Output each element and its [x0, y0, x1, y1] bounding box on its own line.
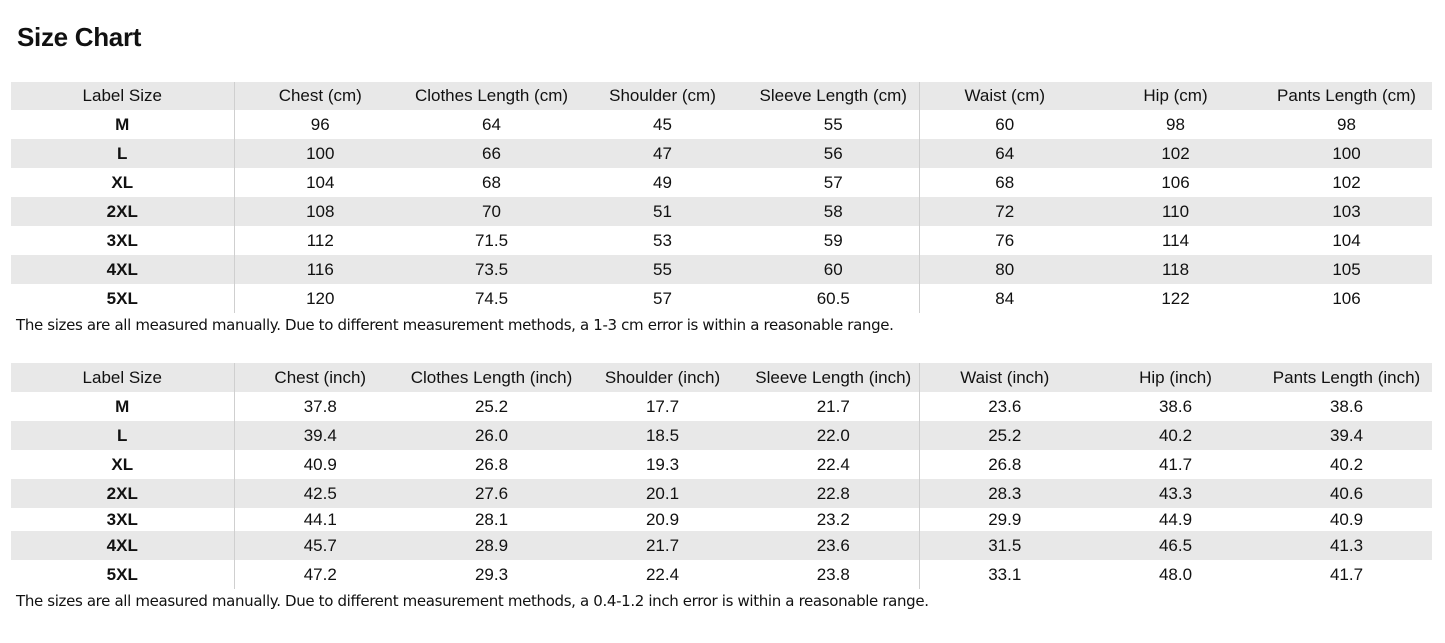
size-label-cell: 5XL	[11, 560, 234, 589]
table-cell: 23.6	[988, 396, 1022, 416]
table-cell: 38.6	[1158, 396, 1193, 416]
table-cell: 23.8	[748, 560, 919, 589]
table-row	[11, 110, 1432, 139]
size-table-inch	[11, 363, 1432, 589]
size-label-cell: 4XL	[11, 531, 234, 560]
table-cell: 55	[748, 110, 919, 139]
column-header: Waist (cm)	[919, 82, 1090, 110]
table-cell: 60	[995, 114, 1015, 134]
table-cell: 100	[1261, 139, 1432, 168]
measurement-note-inch: The sizes are all measured manually. Due to different measurement methods, a 0.4-1.2 inch error is within a reasonable range.	[16, 592, 929, 610]
size-label-cell: XL	[11, 450, 234, 479]
table-cell: 45	[653, 114, 672, 134]
column-header: Sleeve Length (inch)	[748, 363, 919, 392]
size-label-cell: XL	[11, 168, 234, 197]
table-cell: 60	[748, 255, 919, 284]
size-label-cell: 2XL	[11, 479, 234, 508]
table-cell: 73.5	[406, 255, 577, 284]
table-cell: 41.3	[1261, 531, 1432, 560]
size-table-cm-body	[11, 82, 1432, 313]
table-cell: 17.7	[645, 396, 680, 416]
table-cell: 105	[1261, 255, 1432, 284]
size-label-cell: 3XL	[11, 508, 234, 531]
table-row	[11, 421, 1432, 450]
table-cell: 18.5	[577, 421, 748, 450]
table-cell: 41.7	[1158, 454, 1193, 474]
table-cell: 40.9	[303, 454, 337, 474]
table-cell: 96	[310, 114, 330, 134]
table-cell: 72	[919, 197, 1090, 226]
column-header: Hip (inch)	[1090, 363, 1261, 392]
table-cell: 74.5	[474, 288, 509, 308]
table-row	[11, 450, 1432, 479]
table-cell: 22.4	[645, 564, 680, 584]
table-cell: 71.5	[474, 230, 509, 250]
table-cell: 38.6	[1329, 396, 1364, 416]
table-cell: 68	[482, 172, 501, 192]
table-cell: 26.8	[474, 454, 509, 474]
table-cell: 104	[1332, 230, 1361, 250]
table-cell: 49	[653, 172, 672, 192]
table-cell: 23.2	[748, 508, 919, 531]
table-cell: 100	[234, 139, 406, 168]
table-row	[11, 284, 1432, 313]
table-row	[11, 392, 1432, 421]
measurement-note-cm: The sizes are all measured manually. Due to different measurement methods, a 1-3 cm error is within a reasonable range.	[16, 316, 894, 334]
table-cell: 108	[234, 197, 406, 226]
table-row	[11, 479, 1432, 508]
table-cell: 40.6	[1261, 479, 1432, 508]
column-header: Hip (cm)	[1090, 82, 1261, 110]
size-label-cell: L	[11, 421, 234, 450]
table-cell: 116	[234, 255, 406, 284]
table-row	[11, 531, 1432, 560]
table-cell: 40.2	[1329, 454, 1364, 474]
column-header: Pants Length (inch)	[1261, 363, 1432, 392]
table-cell: 44.1	[303, 509, 337, 529]
table-cell: 122	[1161, 288, 1190, 308]
table-cell: 80	[919, 255, 1090, 284]
table-cell: 37.8	[303, 396, 337, 416]
table-cell: 22.4	[748, 450, 919, 479]
table-cell: 20.9	[645, 509, 680, 529]
table-cell: 104	[306, 172, 335, 192]
table-cell: 103	[1261, 197, 1432, 226]
table-cell: 40.9	[1329, 509, 1364, 529]
table-cell: 60.5	[748, 284, 919, 313]
size-label-cell: L	[11, 139, 234, 168]
column-header: Label Size	[11, 363, 234, 392]
table-cell: 22.8	[748, 479, 919, 508]
table-cell: 43.3	[1090, 479, 1261, 508]
table-cell: 106	[1332, 288, 1361, 308]
table-cell: 53	[653, 230, 672, 250]
size-label-cell: 4XL	[11, 255, 234, 284]
table-cell: 57	[653, 288, 672, 308]
table-cell: 20.1	[577, 479, 748, 508]
table-cell: 31.5	[919, 531, 1090, 560]
table-header-row	[11, 82, 1432, 110]
table-cell: 102	[1090, 139, 1261, 168]
table-row	[11, 226, 1432, 255]
column-header: Pants Length (cm)	[1261, 82, 1432, 110]
table-cell: 110	[1090, 197, 1261, 226]
table-cell: 28.1	[474, 509, 509, 529]
table-cell: 66	[406, 139, 577, 168]
table-cell: 22.0	[748, 421, 919, 450]
table-cell: 112	[306, 230, 334, 250]
table-cell: 29.3	[474, 564, 509, 584]
table-cell: 102	[1332, 172, 1361, 192]
table-cell: 26.0	[406, 421, 577, 450]
table-cell: 28.9	[406, 531, 577, 560]
table-cell: 39.4	[234, 421, 406, 450]
table-cell: 28.3	[919, 479, 1090, 508]
table-cell: 98	[1337, 114, 1356, 134]
table-cell: 47	[577, 139, 748, 168]
table-row	[11, 168, 1432, 197]
table-cell: 98	[1166, 114, 1185, 134]
column-header: Shoulder (inch)	[577, 363, 748, 392]
table-cell: 27.6	[406, 479, 577, 508]
table-cell: 120	[306, 288, 335, 308]
table-cell: 57	[748, 168, 919, 197]
table-cell: 19.3	[645, 454, 680, 474]
table-row	[11, 139, 1432, 168]
table-row	[11, 197, 1432, 226]
table-cell: 114	[1161, 230, 1190, 250]
table-cell: 47.2	[303, 564, 337, 584]
column-header: Sleeve Length (cm)	[748, 82, 919, 110]
table-cell: 39.4	[1261, 421, 1432, 450]
table-cell: 25.2	[919, 421, 1090, 450]
column-header: Chest (inch)	[234, 363, 406, 392]
table-cell: 23.6	[748, 531, 919, 560]
table-cell: 84	[995, 288, 1015, 308]
size-table-cm	[11, 82, 1432, 313]
table-row	[11, 255, 1432, 284]
table-cell: 21.7	[748, 392, 919, 421]
table-cell: 25.2	[474, 396, 509, 416]
page-title: Size Chart	[17, 22, 142, 52]
table-cell: 42.5	[234, 479, 406, 508]
table-header-row	[11, 363, 1432, 392]
size-label-cell: M	[11, 392, 234, 421]
column-header: Clothes Length (inch)	[406, 363, 577, 392]
table-cell: 45.7	[234, 531, 406, 560]
table-cell: 70	[406, 197, 577, 226]
table-cell: 44.9	[1158, 509, 1193, 529]
table-cell: 40.2	[1090, 421, 1261, 450]
column-header: Label Size	[11, 82, 234, 110]
table-cell: 48.0	[1158, 564, 1193, 584]
table-row	[11, 560, 1432, 589]
size-label-cell: 5XL	[11, 284, 234, 313]
table-cell: 41.7	[1329, 564, 1364, 584]
table-cell: 59	[748, 226, 919, 255]
table-cell: 68	[995, 172, 1015, 192]
column-header: Shoulder (cm)	[577, 82, 748, 110]
table-cell: 29.9	[988, 509, 1022, 529]
table-row	[11, 508, 1432, 531]
table-cell: 55	[577, 255, 748, 284]
table-cell: 118	[1090, 255, 1261, 284]
size-table-inch-body	[11, 363, 1432, 589]
table-cell: 64	[482, 114, 501, 134]
column-header: Clothes Length (cm)	[406, 82, 577, 110]
table-cell: 64	[919, 139, 1090, 168]
table-cell: 26.8	[988, 454, 1022, 474]
table-cell: 58	[748, 197, 919, 226]
column-header: Chest (cm)	[234, 82, 406, 110]
size-label-cell: 3XL	[11, 226, 234, 255]
table-cell: 56	[748, 139, 919, 168]
table-cell: 106	[1161, 172, 1190, 192]
size-label-cell: 2XL	[11, 197, 234, 226]
table-cell: 33.1	[988, 564, 1022, 584]
table-cell: 46.5	[1090, 531, 1261, 560]
table-cell: 76	[995, 230, 1015, 250]
table-cell: 21.7	[577, 531, 748, 560]
column-header: Waist (inch)	[919, 363, 1090, 392]
table-cell: 51	[577, 197, 748, 226]
size-label-cell: M	[11, 110, 234, 139]
